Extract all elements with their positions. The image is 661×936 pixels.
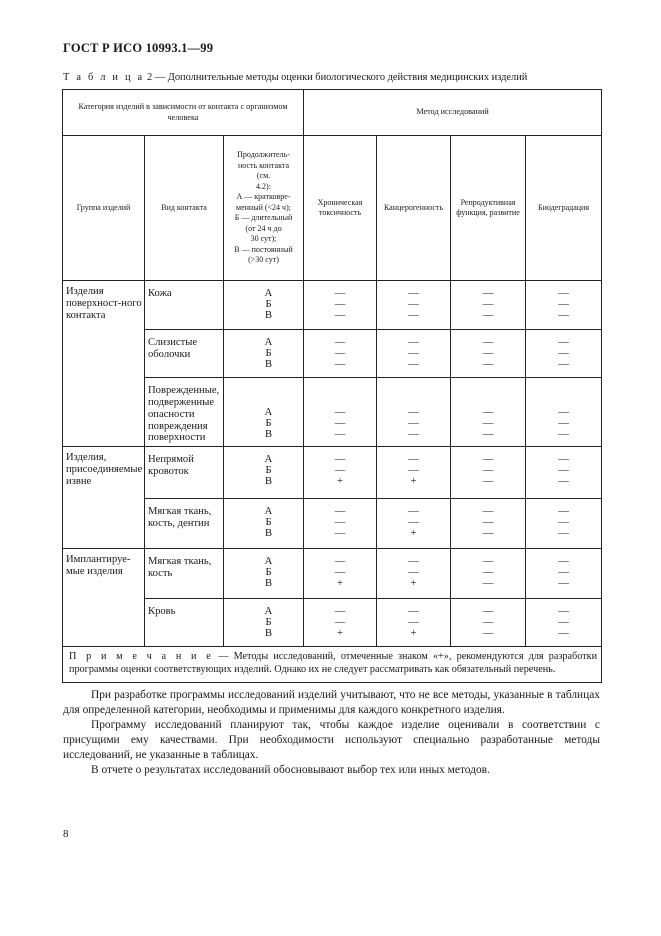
column-header-carcinogenicity: Канцерогенность [377,136,451,281]
method-mark: — [408,606,419,617]
duration-code: Б [265,517,272,528]
chronic-cell [304,599,377,647]
table-row [63,281,602,330]
contact-type-cell: Кровь [145,599,224,647]
table-caption-number: 2 [146,72,153,83]
biodeg-cell [526,281,602,330]
table-caption-label: Т а б л и ц а [63,72,145,83]
column-header-group: Группа изделий [63,136,145,281]
method-mark: — [558,617,569,628]
duration-code: В [264,578,273,589]
duration-code: А [264,407,273,418]
carcino-cell [377,447,451,499]
duration-header-line: 4.2): [256,181,271,191]
duration-header-line: В — постоянный [234,244,293,254]
method-mark: — [558,454,569,465]
paragraph: В отчете о результатах исследований обосновывают выбор тех или иных методов. [91,763,490,776]
method-mark: — [558,299,569,310]
carcino-cell [377,281,451,330]
method-mark: — [408,359,419,370]
duration-header-line: А — кратковре- [236,192,291,202]
method-mark: — [334,465,346,476]
carcino-cell [377,378,451,447]
method-mark: — [558,288,569,299]
duration-code: Б [265,418,272,429]
method-mark: — [334,288,346,299]
method-mark: — [334,407,346,418]
method-mark: — [408,517,419,528]
duration-code: В [264,628,273,639]
method-mark: — [408,337,419,348]
table-caption-title: — Дополнительные методы оценки биологического действия медицинских изделий [152,72,528,83]
method-mark: — [334,506,346,517]
contact-type-cell: Кожа [145,281,224,330]
duration-cell [224,499,304,549]
method-mark: + [410,628,417,639]
method-mark: — [408,429,419,440]
table-row [63,549,602,599]
method-mark: — [482,465,494,476]
biodeg-cell [526,330,602,378]
method-mark: — [482,418,494,429]
note-text: — Методы исследований, отмеченные знаком «+», рекомендуются для разработки программы оценки соответствующих изделий. Однако их не следует рассматривать как обязательный перечень. [69,651,598,675]
body-text [63,688,600,778]
method-mark: — [334,418,346,429]
biodeg-cell [526,599,602,647]
method-mark: — [482,628,494,639]
method-mark: — [334,310,346,321]
method-mark: — [558,359,569,370]
methods-table [62,89,602,683]
duration-code: В [264,476,273,487]
duration-cell [224,447,304,499]
method-mark: — [558,628,569,639]
method-mark: — [334,429,346,440]
method-mark: — [408,617,419,628]
method-mark: — [558,407,569,418]
method-mark: — [334,454,346,465]
column-header-reproductive: Репродуктивная функция, развитие [451,136,526,281]
column-header-duration [224,136,304,281]
note-label: П р и м е ч а н и е [69,651,214,662]
duration-code: Б [265,465,272,476]
method-mark: — [482,606,494,617]
method-mark: — [558,567,569,578]
duration-code: В [264,359,273,370]
duration-header-line: ность контакта [237,160,289,170]
method-mark: — [482,288,494,299]
method-mark: — [558,517,569,528]
duration-code: А [264,288,273,299]
duration-code: А [264,506,273,517]
method-mark: + [410,476,417,487]
repro-cell [451,447,526,499]
repro-cell [451,599,526,647]
chronic-cell [304,330,377,378]
carcino-cell [377,330,451,378]
duration-code: Б [265,299,272,310]
duration-code: Б [265,348,272,359]
biodeg-cell [526,499,602,549]
method-mark: — [408,454,419,465]
method-mark: — [408,465,419,476]
duration-header-line: (>30 сут) [248,255,279,265]
method-mark: — [334,348,346,359]
chronic-cell [304,378,377,447]
method-mark: — [408,506,419,517]
duration-code: В [264,429,273,440]
duration-cell [224,549,304,599]
carcino-cell [377,549,451,599]
duration-cell [224,330,304,378]
chronic-cell [304,447,377,499]
duration-code: А [264,454,273,465]
method-mark: — [482,299,494,310]
repro-cell [451,378,526,447]
method-mark: — [482,578,494,589]
duration-code: Б [265,617,272,628]
header-method: Метод исследований [304,90,602,136]
method-mark: — [334,617,346,628]
paragraph: Программу исследований планируют так, чтобы каждое изделие оценивали в соответствии с присущими ему качествами. При необходимости используют специально разработанные методы исследований, не указанные в таблицах. [63,718,600,761]
method-mark: + [410,528,417,539]
header-category: Категория изделий в зависимости от контакта с организмом человека [63,90,304,136]
method-mark: — [482,476,494,487]
column-header-biodegradation: Биодеградация [526,136,602,281]
method-mark: — [482,407,494,418]
method-mark: — [334,517,346,528]
biodeg-cell [526,378,602,447]
method-mark: — [558,556,569,567]
group-cell: Имплантируе-мые изделия [63,549,145,647]
method-mark: + [337,578,343,589]
method-mark: — [558,418,569,429]
duration-code: Б [265,567,272,578]
method-mark: — [334,606,346,617]
method-mark: — [558,348,569,359]
method-mark: — [482,454,494,465]
method-mark: — [482,617,494,628]
method-mark: — [408,567,419,578]
table-note [63,647,602,683]
repro-cell [451,549,526,599]
method-mark: — [558,465,569,476]
chronic-cell [304,281,377,330]
duration-code: А [264,337,273,348]
method-mark: — [482,517,494,528]
method-mark: — [334,528,346,539]
duration-code: В [264,310,273,321]
method-mark: — [558,429,569,440]
method-mark: — [558,606,569,617]
method-mark: — [482,429,494,440]
duration-code: В [264,528,273,539]
biodeg-cell [526,447,602,499]
method-mark: — [482,310,494,321]
method-mark: — [482,567,494,578]
duration-header-line: менный (<24 ч); [236,202,291,212]
method-mark: — [558,528,569,539]
duration-header-line: 30 сут); [250,234,277,244]
method-mark: — [482,506,494,517]
paragraph: При разработке программы исследований изделий учитывают, что не все методы, указанные в таблицах для определенной категории, необходимы и применимы для каждого конкретного изделия. [63,689,600,716]
repro-cell [451,499,526,549]
method-mark: — [334,359,346,370]
page-number: 8 [63,828,69,840]
group-cell: Изделия поверхност-ного контакта [63,281,145,447]
method-mark: — [408,310,419,321]
method-mark: — [408,348,419,359]
table-caption [63,72,603,83]
contact-type-cell: Непрямой кровоток [145,447,224,499]
method-mark: — [482,556,494,567]
method-mark: — [482,337,494,348]
method-mark: + [337,476,343,487]
group-cell: Изделия, присоединяемые извне [63,447,145,549]
contact-type-cell: Поврежденные, подверженные опасности повреждения поверхности [145,378,224,447]
column-header-chronic-toxicity: Хроническая токсичность [304,136,377,281]
chronic-cell [304,499,377,549]
column-header-contact-type: Вид контакта [145,136,224,281]
method-mark: — [558,337,569,348]
contact-type-cell: Мягкая ткань, кость, дентин [145,499,224,549]
method-mark: — [334,556,346,567]
method-mark: + [337,628,343,639]
method-mark: — [408,418,419,429]
method-mark: — [334,299,346,310]
biodeg-cell [526,549,602,599]
method-mark: — [408,299,419,310]
method-mark: — [408,288,419,299]
duration-code: А [264,606,273,617]
method-mark: — [334,567,346,578]
method-mark: — [558,476,569,487]
method-mark: — [408,556,419,567]
carcino-cell [377,599,451,647]
method-mark: — [558,310,569,321]
duration-code: А [264,556,273,567]
repro-cell [451,281,526,330]
method-mark: — [408,407,419,418]
duration-header-line: (от 24 ч до [245,223,282,233]
method-mark: — [334,337,346,348]
method-mark: — [482,359,494,370]
duration-cell [224,378,304,447]
method-mark: — [482,348,494,359]
duration-header-line: Б — длительный [234,213,293,223]
method-mark: — [482,528,494,539]
contact-type-cell: Мягкая ткань, кость [145,549,224,599]
duration-cell [224,281,304,330]
method-mark: — [558,506,569,517]
table-row [63,447,602,499]
duration-header-line: Продолжитель- [237,150,290,160]
method-mark: + [410,578,417,589]
document-header: ГОСТ Р ИСО 10993.1—99 [63,41,214,55]
method-mark: — [558,578,569,589]
chronic-cell [304,549,377,599]
duration-cell [224,599,304,647]
contact-type-cell: Слизистые оболочки [145,330,224,378]
duration-header-line: (см. [256,171,271,181]
repro-cell [451,330,526,378]
carcino-cell [377,499,451,549]
